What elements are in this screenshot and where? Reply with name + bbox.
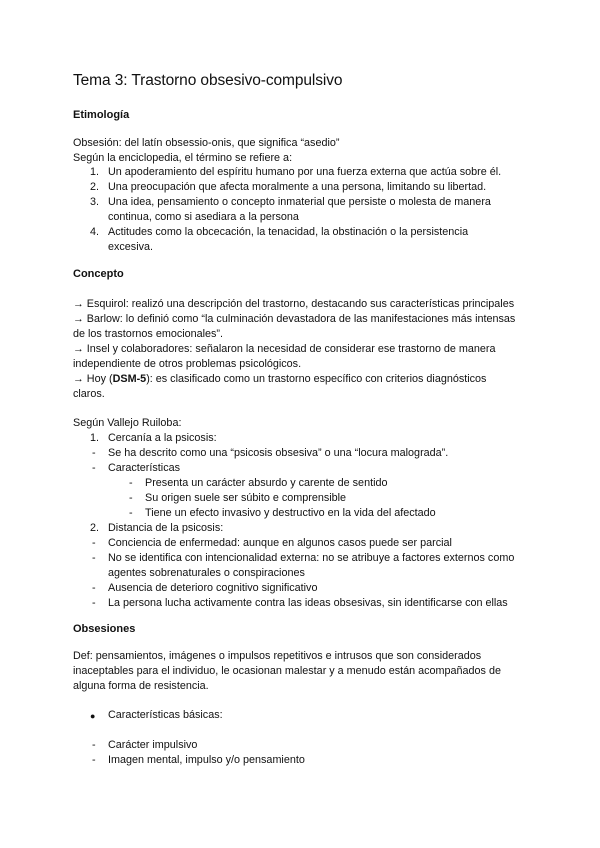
- dash-marker: -: [92, 739, 96, 751]
- list-item: Imagen mental, impulso y/o pensamiento: [108, 754, 305, 766]
- list-number: 2.: [90, 522, 100, 534]
- concepto-line: → Esquirol: realizó una descripción del trastorno, destacando sus características principales: [73, 298, 515, 310]
- list-item: Características básicas:: [108, 709, 223, 721]
- dash-marker: -: [129, 507, 133, 519]
- list-item-continuation: excesiva.: [108, 241, 154, 253]
- list-item: Conciencia de enfermedad: aunque en algunos casos puede ser parcial: [108, 537, 452, 549]
- dash-marker: -: [92, 462, 96, 474]
- list-item: No se identifica con intencionalidad externa: no se atribuye a factores externos como: [108, 552, 515, 564]
- list-item-continuation: continua, como si asediara a la persona: [108, 211, 299, 223]
- list-item: Su origen suele ser súbito e comprensible: [145, 492, 347, 504]
- list-number: 2.: [90, 181, 100, 193]
- list-item: Se ha descrito como una “psicosis obsesiva” o una “locura malograda”.: [108, 447, 449, 459]
- dash-marker: -: [92, 447, 96, 459]
- list-item: La persona lucha activamente contra las ideas obsesivas, sin identificarse con ellas: [108, 597, 508, 609]
- concepto-line: de los trastornos emocionales”.: [73, 328, 224, 340]
- obsesiones-line: alguna forma de resistencia.: [73, 680, 209, 692]
- list-item: Tiene un efecto invasivo y destructivo en la vida del afectado: [145, 507, 436, 519]
- obsesiones-line: inaceptables para el individuo, le ocasionan malestar y a menudo están acompañados de: [73, 665, 501, 677]
- concepto-line: → Hoy (DSM-5): es clasificado como un trastorno específico con criterios diagnósticos: [73, 373, 487, 385]
- dash-marker: -: [92, 754, 96, 766]
- bullet-icon: ●: [90, 711, 96, 721]
- page-title: Tema 3: Trastorno obsesivo-compulsivo: [73, 72, 343, 89]
- heading-obsesiones: Obsesiones: [73, 623, 136, 635]
- list-number: 1.: [90, 432, 100, 444]
- list-item: Carácter impulsivo: [108, 739, 198, 751]
- list-item: Un apoderamiento del espíritu humano por una fuerza externa que actúa sobre él.: [108, 166, 502, 178]
- vallejo-intro: Según Vallejo Ruiloba:: [73, 417, 182, 429]
- list-item: Actitudes como la obcecación, la tenacidad, la obstinación o la persistencia: [108, 226, 469, 238]
- heading-etimologia: Etimología: [73, 109, 130, 121]
- list-number: 4.: [90, 226, 100, 238]
- list-item: Características: [108, 462, 180, 474]
- dash-marker: -: [92, 537, 96, 549]
- dash-marker: -: [92, 597, 96, 609]
- concepto-line: independiente de otros problemas psicológicos.: [73, 358, 302, 370]
- list-number: 1.: [90, 166, 100, 178]
- list-item: Distancia de la psicosis:: [108, 522, 224, 534]
- dash-marker: -: [92, 552, 96, 564]
- list-item-continuation: agentes sobrenaturales o conspiraciones: [108, 567, 305, 579]
- concepto-line: → Barlow: lo definió como “la culminación devastadora de las manifestaciones más intensas: [73, 313, 516, 325]
- etimologia-line: Obsesión: del latín obsessio-onis, que significa “asedio”: [73, 137, 340, 149]
- etimologia-line: Según la enciclopedia, el término se refiere a:: [73, 152, 293, 164]
- list-item: Una preocupación que afecta moralmente a una persona, limitando su libertad.: [108, 181, 487, 193]
- obsesiones-line: Def: pensamientos, imágenes o impulsos repetitivos e intrusos que son considerados: [73, 650, 482, 662]
- dash-marker: -: [92, 582, 96, 594]
- list-item: Ausencia de deterioro cognitivo significativo: [108, 582, 318, 594]
- dash-marker: -: [129, 477, 133, 489]
- concepto-line: claros.: [73, 388, 105, 400]
- list-number: 3.: [90, 196, 100, 208]
- concepto-line: → Insel y colaboradores: señalaron la necesidad de considerar ese trastorno de manera: [73, 343, 496, 355]
- list-item: Presenta un carácter absurdo y carente de sentido: [145, 477, 388, 489]
- list-item: Una idea, pensamiento o concepto inmaterial que persiste o molesta de manera: [108, 196, 491, 208]
- list-item: Cercanía a la psicosis:: [108, 432, 217, 444]
- heading-concepto: Concepto: [73, 268, 124, 280]
- dash-marker: -: [129, 492, 133, 504]
